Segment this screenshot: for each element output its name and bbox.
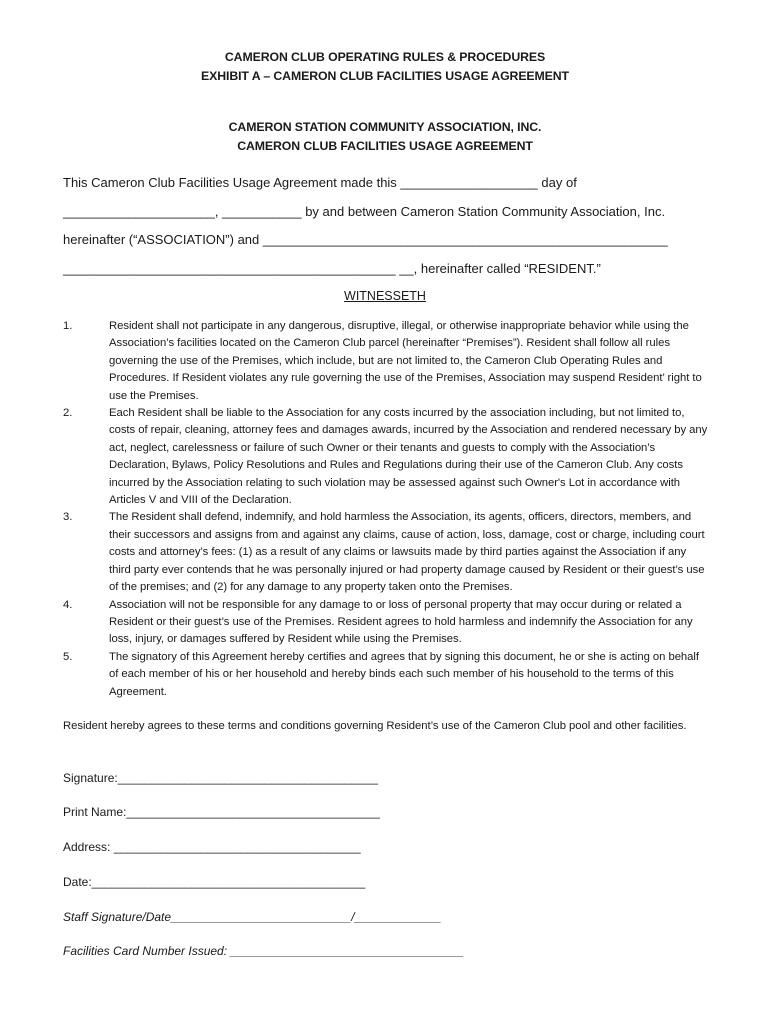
item-text: Resident shall not participate in any dangerous, disruptive, illegal, or otherwise inappropriate behavior while using the Association’s facilities located on the Cameron Club parcel (hereinafter “Premises”). Resident shall follow all rules governing the use of the Premises, which include, but are not limited to, the Cameron Club Operating Rules and Procedures. If Resident violates any rule governing the use of the Premises, Association may suspend Resident’ right to use the Premises. <box>109 320 702 402</box>
item-text: Each Resident shall be liable to the Association for any costs incurred by the association including, but not limited to, costs of repair, cleaning, attorney fees and damages awards, incurred by the Association and rendered necessary by any act, neglect, carelessness or failure of such Owner or their tenants and guests to comply with the Association’s Declaration, Bylaws, Policy Resolutions and Rules and Regulations during their use of the Cameron Club. Any costs incurred by the Association relating to such violation may be assessed against such Owner's Lot in accordance with Articles V and VIII of the Declaration. <box>109 407 708 507</box>
list-item <box>63 649 708 701</box>
staff-signature-field[interactable]: Staff Signature/Date___________________________/_____________ <box>63 910 442 924</box>
intro-line-3: hereinafter (“ASSOCIATION”) and ________________________________________________________ <box>63 232 668 247</box>
intro-line-4: ______________________________________________ __, hereinafter called “RESIDENT.” <box>63 261 601 276</box>
witnesseth-heading: WITNESSETH <box>344 289 426 303</box>
list-item <box>63 597 708 649</box>
intro-line-2: _____________________, ___________ by and between Cameron Station Community Association, Inc. <box>63 204 666 219</box>
date-field[interactable]: Date:_________________________________________ <box>63 875 366 889</box>
item-text: The signatory of this Agreement hereby certifies and agrees that by signing this document, he or she is acting on behalf of each member of his or her household and hereby binds each such member of his household to the terms of this Agreement. <box>109 650 699 698</box>
agreement-title: CAMERON CLUB FACILITIES USAGE AGREEMENT <box>237 139 533 153</box>
address-field[interactable]: Address: _____________________________________ <box>63 840 361 854</box>
item-text: Association will not be responsible for any damage to or loss of personal property that may occur during or related a Resident or their guest’s use of the Premises. Resident agrees to hold harmless and indemnify the Association for any loss, injury, or damages suffered by Resident while using the Premises. <box>109 598 693 646</box>
signature-field[interactable]: Signature:_______________________________________ <box>63 771 378 785</box>
intro-line-1: This Cameron Club Facilities Usage Agreement made this ___________________ day of <box>63 175 577 190</box>
association-name: CAMERON STATION COMMUNITY ASSOCIATION, INC. <box>228 120 542 134</box>
item-number: 4. <box>63 598 73 611</box>
list-item <box>63 405 708 509</box>
item-number: 1. <box>63 320 73 332</box>
document-title: CAMERON CLUB OPERATING RULES & PROCEDURES <box>224 50 546 64</box>
item-text: The Resident shall defend, indemnify, and hold harmless the Association, its agents, officers, directors, members, and their successors and assigns from and against any claims, cause of action, loss, damage, cost or charge, including court costs and attorney’s fees: (1) as a result of any claims or lawsuits made by third parties against the Association if any third party ever contends that he was personally injured or had property damage caused by Resident or their guest’s use of the premises; and (2) for any damage to any property taken onto the Premises. <box>109 511 705 594</box>
item-number: 2. <box>63 407 73 420</box>
list-item <box>63 318 708 405</box>
exhibit-title: EXHIBIT A – CAMERON CLUB FACILITIES USAGE AGREEMENT <box>201 69 569 83</box>
item-number: 3. <box>63 511 73 524</box>
list-item <box>63 509 708 596</box>
facilities-card-field[interactable]: Facilities Card Number Issued: ___________________________________ <box>63 944 464 958</box>
print-name-field[interactable]: Print Name:______________________________________ <box>63 805 380 819</box>
closing-statement: Resident hereby agrees to these terms and conditions governing Resident’s use of the Cameron Club pool and other facilities. <box>63 720 687 732</box>
item-number: 5. <box>63 650 73 663</box>
terms-list <box>63 318 708 701</box>
